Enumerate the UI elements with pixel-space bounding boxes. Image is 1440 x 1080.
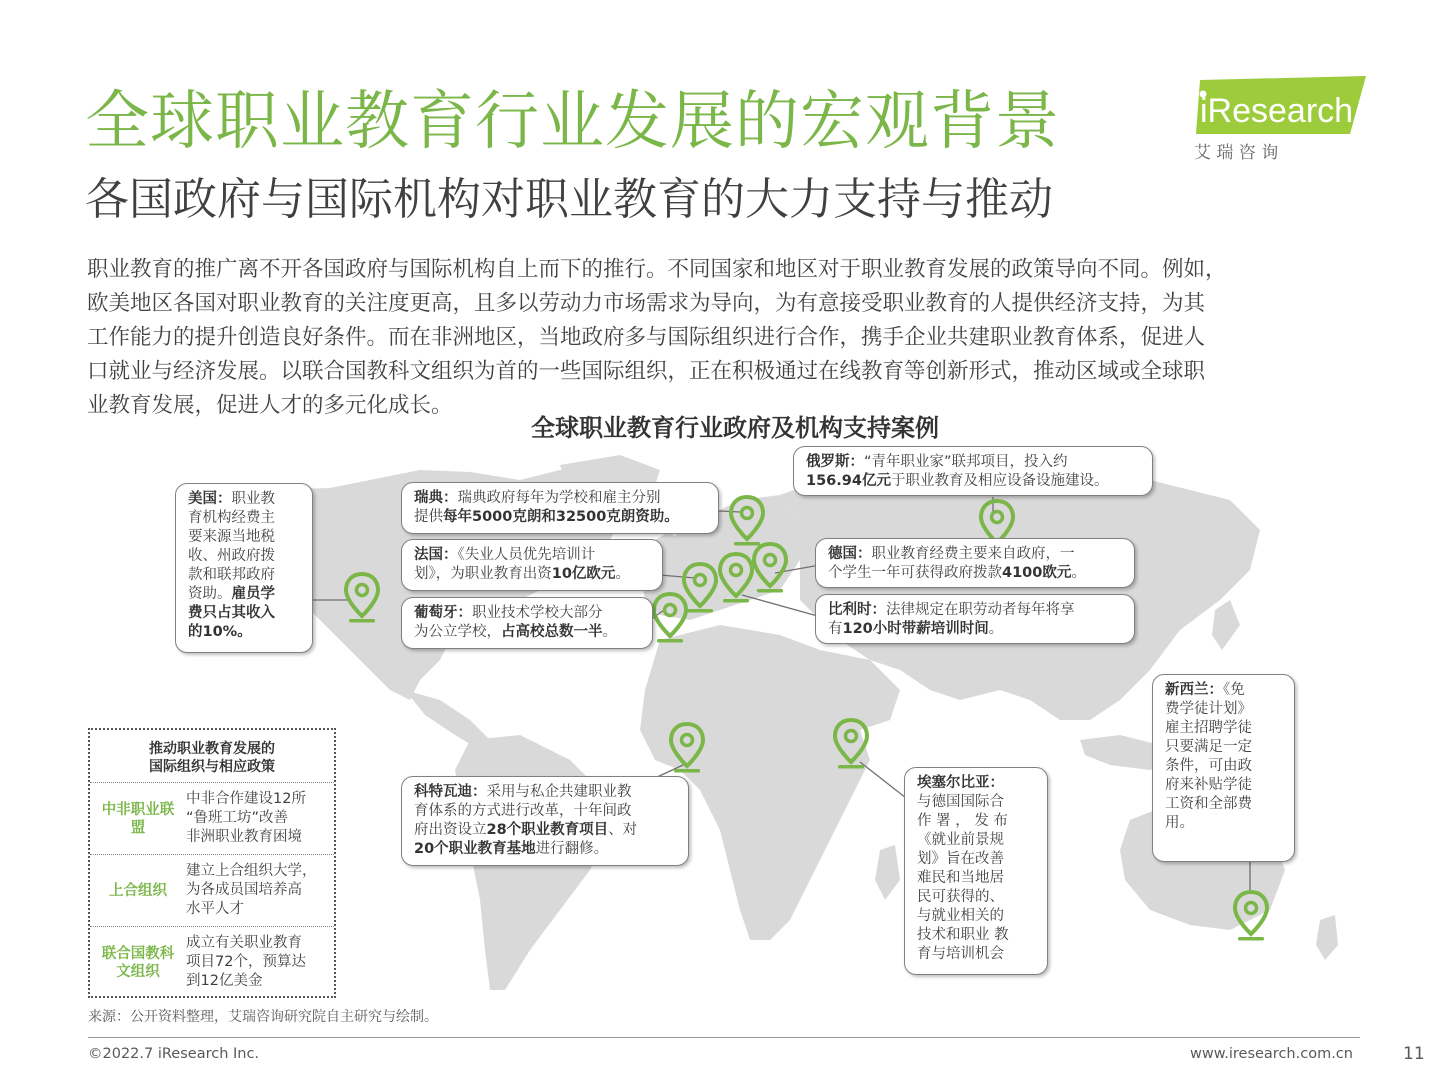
page-title: 全球职业教育行业发展的宏观背景: [85, 85, 1060, 159]
map-pin-usa: [342, 570, 382, 630]
policy-desc: 建立上合组织大学， 为各成员国培养高 水平人才: [186, 863, 317, 917]
map-pin-newzealand: [1231, 888, 1271, 948]
callout-country: 美国：: [188, 491, 232, 507]
intro-line: 工作能力的提升创造良好条件。而在非洲地区，当地政府多与国际组织进行合作，携手企业共建职业教育体系，促进人: [87, 325, 1206, 350]
callout-portugal: 葡萄牙：职业技术学校大部分 为公立学校，占高校总数一半。: [401, 597, 653, 649]
callout-newzealand: 新西兰：《免 费学徒计划》 雇主招聘学徒 只要满足一定 条件，可由政 府来补贴学徒 工资和全部费 用。: [1152, 674, 1295, 862]
page-subtitle: 各国政府与国际机构对职业教育的大力支持与推动: [85, 174, 1053, 225]
intro-line: 口就业与经济发展。以联合国教科文组织为首的一些国际组织，正在积极通过在线教育等创新形式，推动区域或全球职: [87, 359, 1206, 384]
map-pin-ivorycoast: [667, 720, 707, 780]
copyright: ©2022.7 iResearch Inc.: [88, 1046, 260, 1062]
logo-cn-name: 艾 瑞 咨 询: [1194, 143, 1279, 163]
policy-desc: 成立有关职业教育 项目72个，预算达 到12亿美金: [186, 935, 306, 989]
logo-wordmark: iResearch: [1200, 92, 1354, 130]
intro-line: 业教育发展，促进人才的多元化成长。: [87, 393, 453, 418]
map-title: 全球职业教育行业政府及机构支持案例: [531, 414, 939, 442]
page-number: 11: [1403, 1044, 1425, 1064]
policy-org: 中非职业联 盟: [101, 801, 175, 836]
map-pin-germany: [750, 540, 790, 600]
map-pin-ethiopia: [831, 716, 871, 776]
callout-germany: 德国：职业教育经费主要来自政府，一 个学生一年可获得政府拨款4100欧元。: [815, 538, 1135, 588]
policy-org: 上合组织: [109, 882, 167, 899]
callout-usa: 美国：职业教 育机构经费主 要来源当地税 收、州政府拨 款和联邦政府 资助。雇员学 费只占其收入 的10%。: [175, 483, 313, 653]
policy-desc: 中非合作建设12所 “鲁班工坊”改善 非洲职业教育困境: [186, 791, 306, 845]
policy-table-header: 推动职业教育发展的 国际组织与相应政策: [90, 730, 334, 783]
callout-france: 法国：《失业人员优先培训计 划》，为职业教育出资10亿欧元。: [401, 539, 663, 591]
website-link[interactable]: www.iresearch.com.cn: [1190, 1046, 1353, 1062]
callout-sweden: 瑞典：瑞典政府每年为学校和雇主分别 提供每年5000克朗和32500克朗资助。: [401, 482, 719, 534]
source-note: 来源：公开资料整理，艾瑞咨询研究院自主研究与绘制。: [88, 1009, 438, 1025]
intro-line: 欧美地区各国对职业教育的关注度更高，且多以劳动力市场需求为导向，为有意接受职业教育的人提供经济支持，为其: [87, 291, 1206, 316]
policy-table: [88, 728, 336, 998]
policy-row: [90, 783, 334, 855]
policy-org: 联合国教科 文组织: [101, 945, 175, 980]
map-pin-portugal: [650, 590, 690, 650]
footer-divider: [88, 1037, 1360, 1038]
intro-line: 职业教育的推广离不开各国政府与国际机构自上而下的推行。不同国家和地区对于职业教育发展的政策导向不同。例如，: [87, 257, 1227, 282]
policy-row: [90, 927, 334, 998]
policy-row: [90, 855, 334, 927]
callout-ivorycoast: 科特瓦迪：采用与私企共建职业教 育体系的方式进行改革，十年间政 府出资设立28个职业教育项目、对 20个职业教育基地进行翻修。: [401, 776, 689, 866]
callout-ethiopia: 埃塞尔比亚： 与德国国际合 作 署 ， 发 布 《就业前景规 划》旨在改善 难民和当地居 民可获得的、 与就业相关的 技术和职业 教 育与培训机会: [904, 767, 1048, 975]
callout-russia: 俄罗斯：“青年职业家”联邦项目，投入约 156.94亿元于职业教育及相应设备设施建设。: [793, 446, 1153, 496]
callout-belgium: 比利时：法律规定在职劳动者每年将享 有120小时带薪培训时间。: [815, 594, 1135, 644]
map-pin-belgium: [716, 550, 756, 610]
